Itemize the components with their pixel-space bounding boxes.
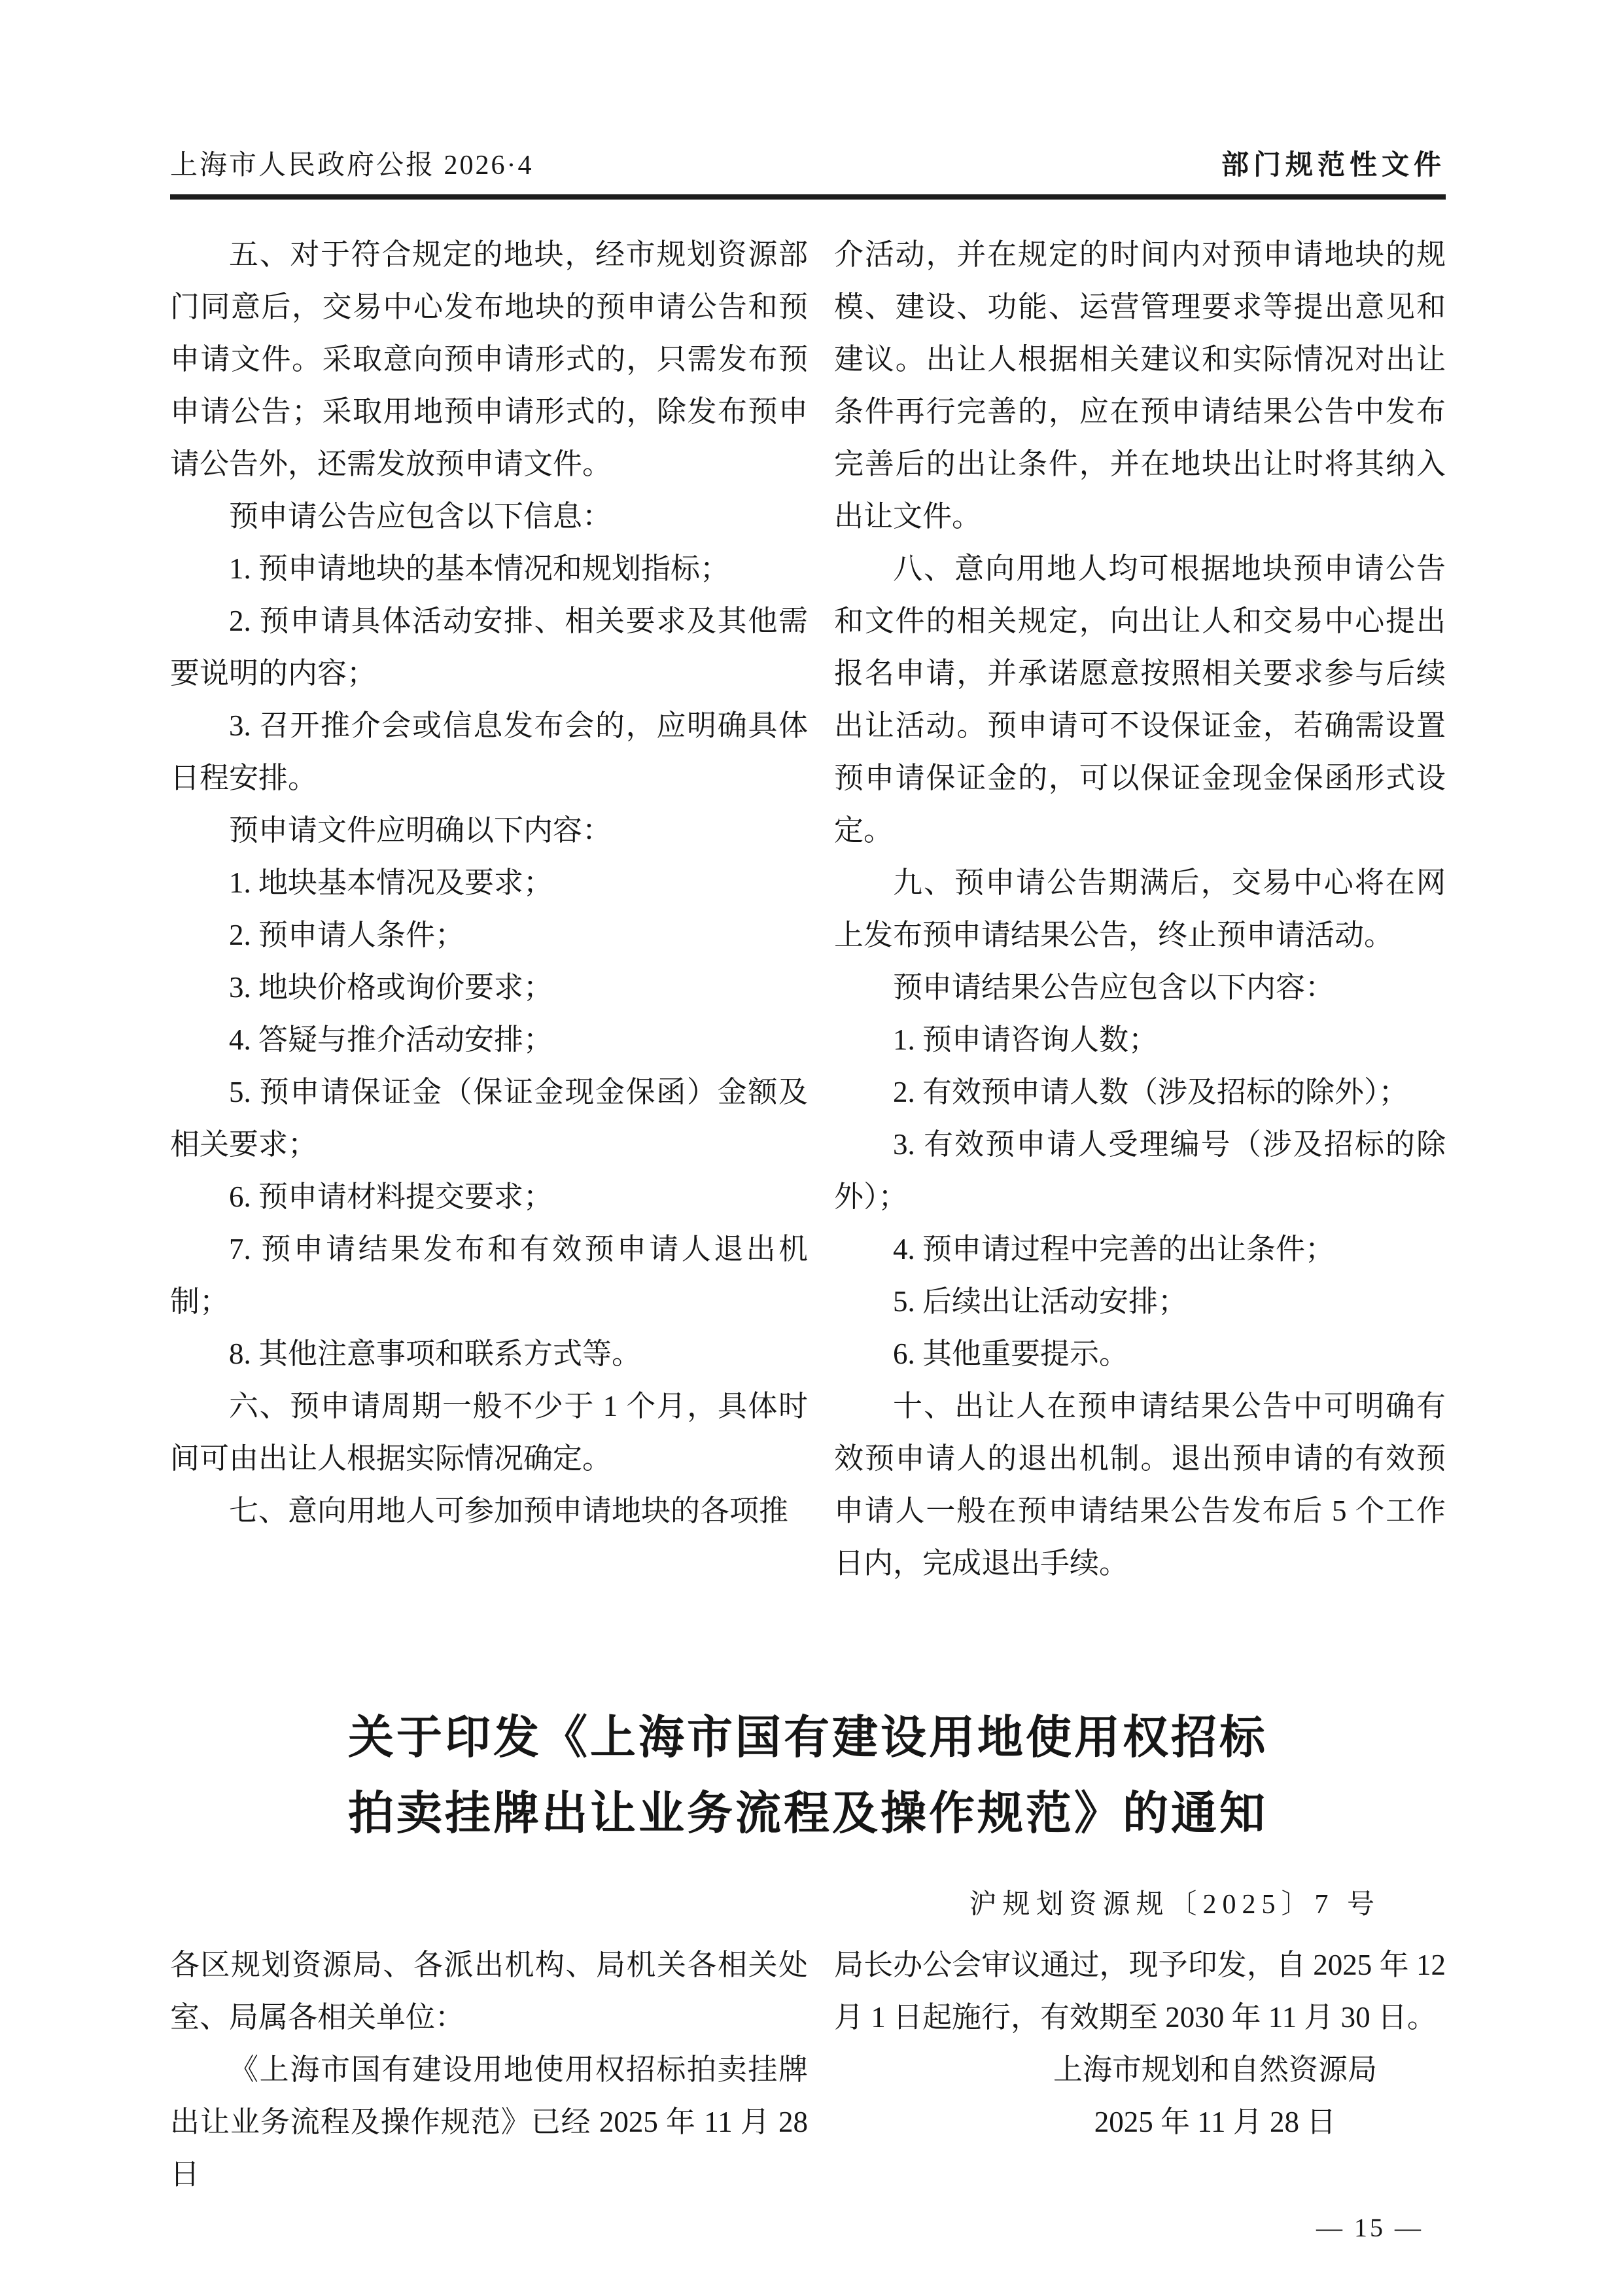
right-column [834, 228, 1446, 1589]
list-item: 6. 其他重要提示。 [893, 1337, 1129, 1370]
list-item: 3. 有效预申请人受理编号（涉及招标的除外）； [834, 1128, 1446, 1213]
notice-left-column [170, 1939, 808, 2200]
paragraph: 九、预申请公告期满后，交易中心将在网上发布预申请结果公告，终止预申请活动。 [834, 866, 1446, 951]
paragraph: 预申请结果公告应包含以下内容： [893, 971, 1335, 1004]
list-item: 7. 预申请结果发布和有效预申请人退出机制； [170, 1233, 808, 1318]
notice-body [170, 1939, 1446, 2200]
left-column [170, 228, 808, 1589]
doc-number: 沪规划资源规〔2025〕7 号 [969, 1890, 1380, 1920]
addressee-paragraph: 各区规划资源局、各派出机构、局机关各相关处室、局属各相关单位： [170, 1949, 808, 2034]
paragraph: 预申请公告应包含以下信息： [229, 500, 612, 533]
list-item: 1. 地块基本情况及要求； [229, 866, 553, 899]
list-item: 2. 预申请具体活动安排、相关要求及其他需要说明的内容； [170, 605, 808, 690]
paragraph: 五、对于符合规定的地块，经市规划资源部门同意后，交易中心发布地块的预申请公告和预申请文件。采取意向预申请形式的，只需发布预申请公告；采取用地预申请形式的，除发布预申请公告外，还需发放预申请文件。 [170, 238, 808, 480]
page-number: — 15 — [1316, 2213, 1423, 2242]
list-item: 4. 预申请过程中完善的出让条件； [893, 1233, 1335, 1265]
list-item: 8. 其他注意事项和联系方式等。 [229, 1337, 642, 1370]
list-item: 6. 预申请材料提交要求； [229, 1180, 553, 1213]
paragraph-continuation: 局长办公会审议通过，现予印发，自 2025 年 12 月 1 日起施行，有效期至 2030 年 11 月 30 日。 [834, 1949, 1446, 2034]
paragraph: 七、意向用地人可参加预申请地块的各项推 [229, 1494, 789, 1527]
list-item: 4. 答疑与推介活动安排； [229, 1023, 553, 1056]
paragraph: 十、出让人在预申请结果公告中可明确有效预申请人的退出机制。退出预申请的有效预申请人一般在预申请结果公告发布后 5 个工作日内，完成退出手续。 [834, 1390, 1446, 1580]
list-item: 3. 召开推介会或信息发布会的，应明确具体日程安排。 [170, 709, 808, 794]
list-item: 5. 后续出让活动安排； [893, 1285, 1188, 1318]
article-body [170, 228, 1446, 1589]
list-item: 5. 预申请保证金（保证金现金保函）金额及相关要求； [170, 1076, 808, 1161]
gazette-name: 上海市人民政府公报 2026·4 [170, 150, 534, 181]
paragraph: 八、意向用地人均可根据地块预申请公告和文件的相关规定，向出让人和交易中心提出报名申请，并承诺愿意按照相关要求参与后续出让活动。预申请可不设保证金，若确需设置预申请保证金的，可以保证金现金保函形式设定。 [834, 552, 1446, 847]
notice-title [170, 1699, 1446, 1851]
notice-right-column [834, 1939, 1446, 2200]
header-rule [170, 194, 1446, 200]
signature: 上海市规划和自然资源局 [1053, 2053, 1377, 2086]
list-item: 1. 预申请地块的基本情况和规划指标； [229, 552, 730, 585]
paragraph-continuation: 介活动，并在规定的时间内对预申请地块的规模、建设、功能、运营管理要求等提出意见和建议。出让人根据相关建议和实际情况对出让条件再行完善的，应在预申请结果公告中发布完善后的出让条件，并在地块出让时将其纳入出让文件。 [834, 238, 1446, 533]
sign-date: 2025 年 11 月 28 日 [1094, 2106, 1336, 2138]
section-label: 部门规范性文件 [1221, 150, 1446, 181]
list-item: 2. 有效预申请人数（涉及招标的除外）； [893, 1076, 1408, 1108]
notice-title-line-2: 拍卖挂牌出让业务流程及操作规范》的通知 [348, 1788, 1268, 1839]
paragraph: 《上海市国有建设用地使用权招标拍卖挂牌出让业务流程及操作规范》已经 2025 年 11 月 28 日 [170, 2053, 808, 2191]
paragraph: 预申请文件应明确以下内容： [229, 814, 612, 847]
list-item: 2. 预申请人条件； [229, 919, 465, 951]
list-item: 1. 预申请咨询人数； [893, 1023, 1159, 1056]
page-header [170, 147, 1446, 184]
paragraph: 六、预申请周期一般不少于 1 个月，具体时间可由出让人根据实际情况确定。 [170, 1390, 808, 1475]
list-item: 3. 地块价格或询价要求； [229, 971, 553, 1004]
notice-title-line-1: 关于印发《上海市国有建设用地使用权招标 [348, 1712, 1268, 1763]
